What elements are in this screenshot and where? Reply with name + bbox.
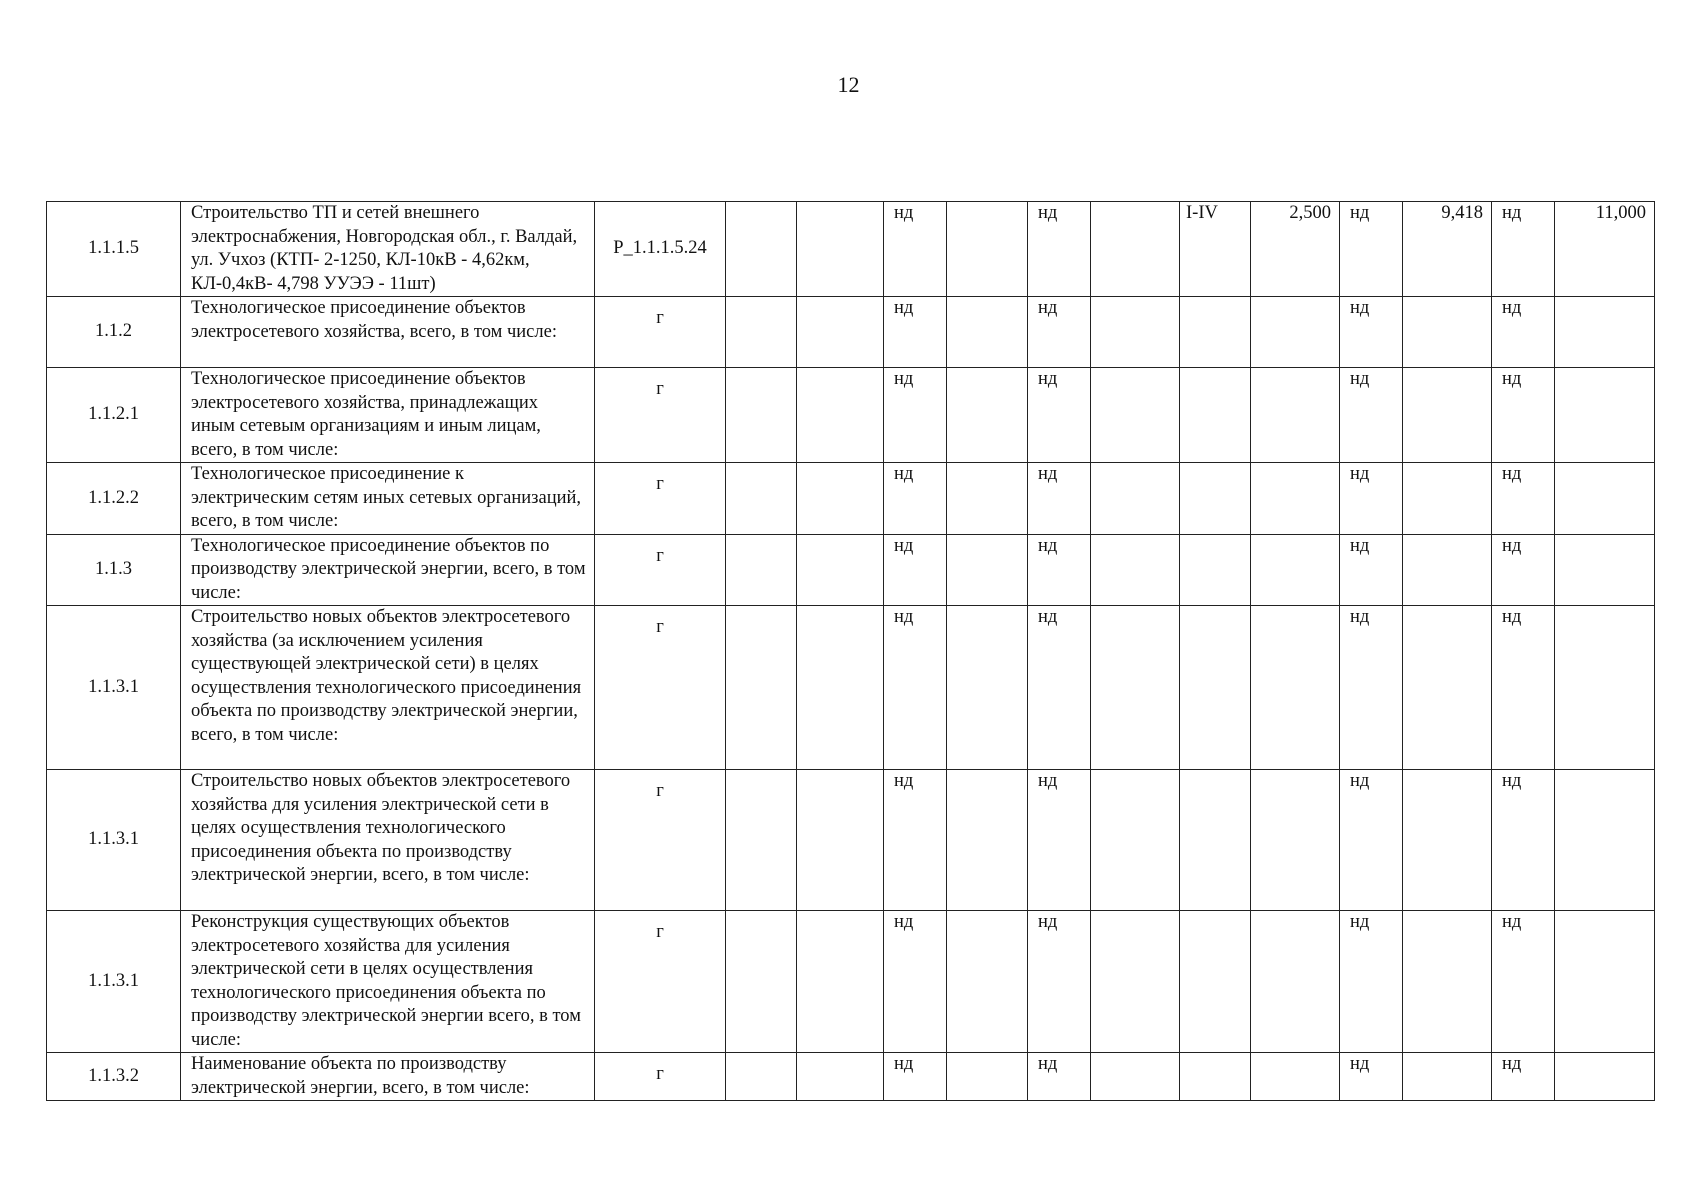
- cell-c12: [1555, 1053, 1655, 1101]
- cell-c3: нд: [884, 911, 947, 1053]
- cell-c12: [1555, 911, 1655, 1053]
- cell-c5: нд: [1028, 463, 1091, 535]
- cell-c5: нд: [1028, 297, 1091, 368]
- cell-c7: [1180, 534, 1251, 606]
- cell-c4: [947, 911, 1028, 1053]
- table-row: [47, 606, 1655, 770]
- cell-c3: нд: [884, 1053, 947, 1101]
- cell-c10: [1403, 606, 1492, 770]
- row-id: 1.1.1.5: [47, 202, 181, 297]
- cell-c4: [947, 368, 1028, 463]
- cell-c9: нд: [1340, 534, 1403, 606]
- cell-c6: [1091, 368, 1180, 463]
- cell-c9: нд: [1340, 911, 1403, 1053]
- cell-c3: нд: [884, 297, 947, 368]
- row-name: Строительство новых объектов электросетевого хозяйства (за исключением усиления существующей электрической сети) в целях осуществления технологического присоединения объекта по производству электрической энергии, всего, в том числе:: [181, 606, 595, 770]
- row-code: г: [595, 1053, 726, 1101]
- row-code: г: [595, 770, 726, 911]
- cell-c1: [726, 534, 797, 606]
- cell-c6: [1091, 297, 1180, 368]
- cell-c2: [797, 202, 884, 297]
- table-row: [47, 770, 1655, 911]
- cell-c7: [1180, 297, 1251, 368]
- cell-c12: [1555, 463, 1655, 535]
- row-id: 1.1.2.1: [47, 368, 181, 463]
- cell-c10: [1403, 297, 1492, 368]
- cell-c2: [797, 297, 884, 368]
- cell-c1: [726, 463, 797, 535]
- cell-c2: [797, 534, 884, 606]
- cell-c1: [726, 1053, 797, 1101]
- cell-c1: [726, 368, 797, 463]
- row-id: 1.1.3.2: [47, 1053, 181, 1101]
- cell-c3: нд: [884, 463, 947, 535]
- row-id: 1.1.2: [47, 297, 181, 368]
- cell-c9: нд: [1340, 368, 1403, 463]
- cell-c4: [947, 202, 1028, 297]
- cell-c8: [1251, 534, 1340, 606]
- cell-c8: [1251, 463, 1340, 535]
- cell-c7: [1180, 911, 1251, 1053]
- cell-c5: нд: [1028, 368, 1091, 463]
- cell-c7: I-IV: [1180, 202, 1251, 297]
- table-row: [47, 297, 1655, 368]
- cell-c2: [797, 1053, 884, 1101]
- cell-c11: нд: [1492, 534, 1555, 606]
- cell-c4: [947, 1053, 1028, 1101]
- cell-c10: [1403, 1053, 1492, 1101]
- cell-c11: нд: [1492, 1053, 1555, 1101]
- cell-c5: нд: [1028, 770, 1091, 911]
- row-code: г: [595, 463, 726, 535]
- cell-c9: нд: [1340, 1053, 1403, 1101]
- cell-c9: нд: [1340, 606, 1403, 770]
- cell-c12: [1555, 770, 1655, 911]
- row-code: г: [595, 534, 726, 606]
- cell-c6: [1091, 202, 1180, 297]
- row-name: Технологическое присоединение объектов по производству электрической энергии, всего, в том числе:: [181, 534, 595, 606]
- cell-c2: [797, 606, 884, 770]
- row-name: Строительство новых объектов электросетевого хозяйства для усиления электрической сети в целях осуществления технологического присоединения объекта по производству электрической энергии, всего, в том числе:: [181, 770, 595, 911]
- row-code: г: [595, 368, 726, 463]
- table-row: [47, 534, 1655, 606]
- cell-c12: [1555, 297, 1655, 368]
- cell-c3: нд: [884, 368, 947, 463]
- row-id: 1.1.3: [47, 534, 181, 606]
- cell-c6: [1091, 911, 1180, 1053]
- row-code: г: [595, 911, 726, 1053]
- row-id: 1.1.3.1: [47, 606, 181, 770]
- cell-c4: [947, 463, 1028, 535]
- cell-c1: [726, 911, 797, 1053]
- cell-c4: [947, 297, 1028, 368]
- row-id: 1.1.2.2: [47, 463, 181, 535]
- cell-c8: [1251, 368, 1340, 463]
- cell-c9: нд: [1340, 770, 1403, 911]
- cell-c9: нд: [1340, 202, 1403, 297]
- table-row: [47, 1053, 1655, 1101]
- row-name: Технологическое присоединение объектов электросетевого хозяйства, принадлежащих иным сетевым организациям и иным лицам, всего, в том числе:: [181, 368, 595, 463]
- cell-c10: [1403, 368, 1492, 463]
- page-number: 12: [837, 72, 860, 97]
- cell-c8: 2,500: [1251, 202, 1340, 297]
- cell-c8: [1251, 911, 1340, 1053]
- cell-c12: [1555, 534, 1655, 606]
- cell-c11: нд: [1492, 606, 1555, 770]
- row-name: Технологическое присоединение объектов электросетевого хозяйства, всего, в том числе:: [181, 297, 595, 368]
- cell-c2: [797, 368, 884, 463]
- cell-c11: нд: [1492, 368, 1555, 463]
- table-row: [47, 202, 1655, 297]
- table-row: [47, 368, 1655, 463]
- cell-c5: нд: [1028, 534, 1091, 606]
- cell-c1: [726, 202, 797, 297]
- cell-c5: нд: [1028, 606, 1091, 770]
- row-name: Технологическое присоединение к электрическим сетям иных сетевых организаций, всего, в том числе:: [181, 463, 595, 535]
- table-body: [47, 202, 1655, 1101]
- cell-c8: [1251, 1053, 1340, 1101]
- cell-c3: нд: [884, 202, 947, 297]
- cell-c7: [1180, 368, 1251, 463]
- cell-c3: нд: [884, 770, 947, 911]
- cell-c3: нд: [884, 534, 947, 606]
- cell-c5: нд: [1028, 911, 1091, 1053]
- cell-c4: [947, 606, 1028, 770]
- cell-c7: [1180, 770, 1251, 911]
- cell-c1: [726, 606, 797, 770]
- cell-c6: [1091, 534, 1180, 606]
- cell-c6: [1091, 606, 1180, 770]
- cell-c9: нд: [1340, 463, 1403, 535]
- row-id: 1.1.3.1: [47, 911, 181, 1053]
- cell-c2: [797, 463, 884, 535]
- cell-c10: [1403, 911, 1492, 1053]
- row-name: Наименование объекта по производству электрической энергии, всего, в том числе:: [181, 1053, 595, 1101]
- cell-c11: нд: [1492, 202, 1555, 297]
- cell-c6: [1091, 770, 1180, 911]
- cell-c6: [1091, 1053, 1180, 1101]
- cell-c12: [1555, 606, 1655, 770]
- cell-c11: нд: [1492, 911, 1555, 1053]
- cell-c1: [726, 297, 797, 368]
- cell-c7: [1180, 606, 1251, 770]
- cell-c11: нд: [1492, 297, 1555, 368]
- cell-c2: [797, 911, 884, 1053]
- row-code: г: [595, 297, 726, 368]
- cell-c8: [1251, 770, 1340, 911]
- cell-c10: [1403, 463, 1492, 535]
- cell-c4: [947, 770, 1028, 911]
- cell-c10: 9,418: [1403, 202, 1492, 297]
- cell-c5: нд: [1028, 202, 1091, 297]
- row-name: Строительство ТП и сетей внешнего электроснабжения, Новгородская обл., г. Валдай, ул. Учхоз (КТП- 2-1250, КЛ-10кВ - 4,62км, КЛ-0,4кВ- 4,798 УУЭЭ - 11шт): [181, 202, 595, 297]
- cell-c8: [1251, 606, 1340, 770]
- row-name: Реконструкция существующих объектов электросетевого хозяйства для усиления электрической сети в целях осуществления технологического присоединения объекта по производству электрической энергии всего, в том числе:: [181, 911, 595, 1053]
- cell-c3: нд: [884, 606, 947, 770]
- row-code: г: [595, 606, 726, 770]
- cell-c2: [797, 770, 884, 911]
- cell-c9: нд: [1340, 297, 1403, 368]
- cell-c4: [947, 534, 1028, 606]
- investment-projects-table: [46, 201, 1655, 1101]
- cell-c11: нд: [1492, 463, 1555, 535]
- cell-c5: нд: [1028, 1053, 1091, 1101]
- cell-c12: [1555, 368, 1655, 463]
- row-code: P_1.1.1.5.24: [595, 202, 726, 297]
- table-row: [47, 911, 1655, 1053]
- row-id: 1.1.3.1: [47, 770, 181, 911]
- cell-c7: [1180, 1053, 1251, 1101]
- table-row: [47, 463, 1655, 535]
- cell-c10: [1403, 770, 1492, 911]
- cell-c12: 11,000: [1555, 202, 1655, 297]
- cell-c6: [1091, 463, 1180, 535]
- cell-c10: [1403, 534, 1492, 606]
- cell-c11: нд: [1492, 770, 1555, 911]
- cell-c7: [1180, 463, 1251, 535]
- cell-c1: [726, 770, 797, 911]
- cell-c8: [1251, 297, 1340, 368]
